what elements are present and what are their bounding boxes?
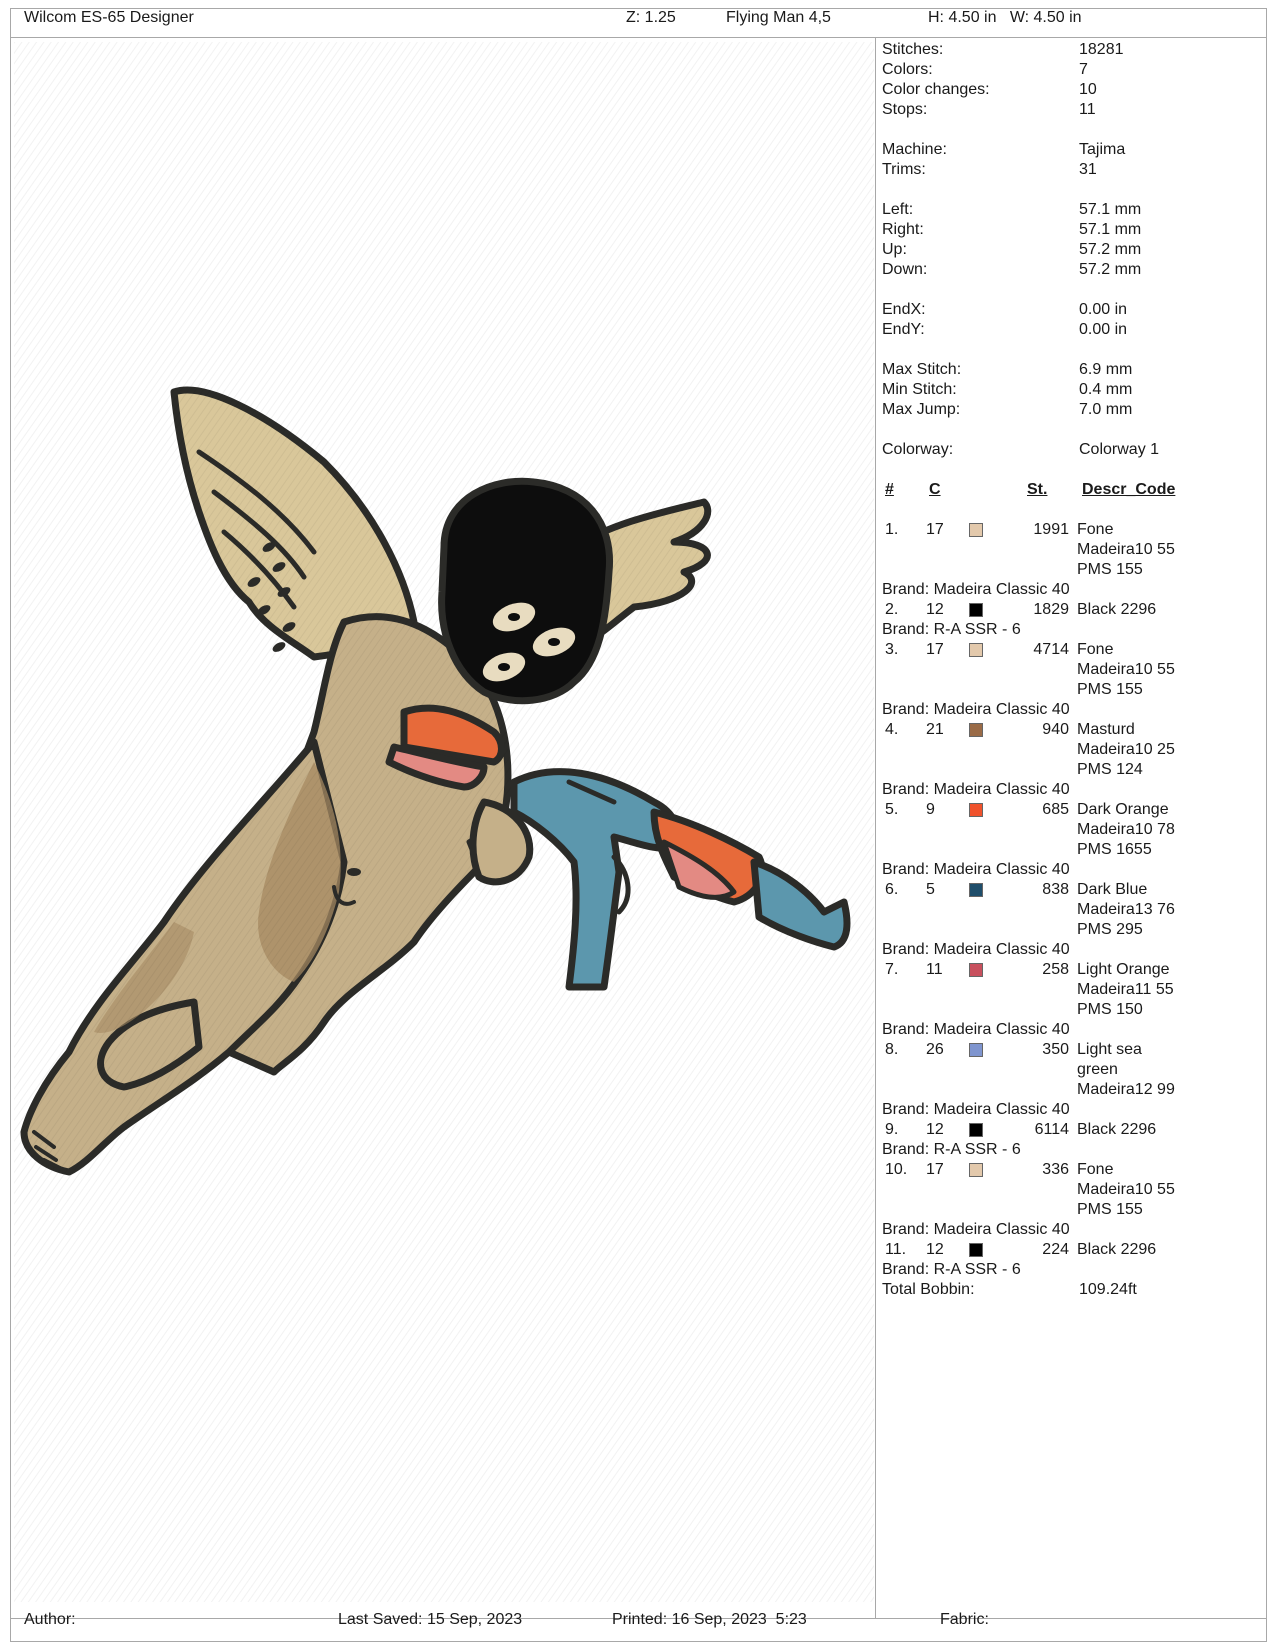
color-row-description: Light Orange — [1077, 961, 1170, 978]
color-row-stitches: 1991 — [1033, 521, 1069, 538]
color-row-number: 4. — [885, 721, 899, 738]
stat-value: 7.0 mm — [1079, 401, 1133, 418]
stitch-texture — [14, 42, 874, 1602]
color-row-brand: Brand: Madeira Classic 40 — [882, 1101, 1070, 1118]
fabric-label: Fabric: — [940, 1611, 989, 1628]
stat-label: Min Stitch: — [882, 381, 957, 398]
zoom-level: Z: 1.25 — [626, 9, 676, 26]
stat-label: Trims: — [882, 161, 926, 178]
color-row-code: 5 — [926, 881, 935, 898]
color-row-description: Madeira10 25 — [1077, 741, 1175, 758]
color-row-code: 11 — [926, 961, 943, 978]
color-swatch — [969, 643, 983, 657]
color-row-description: Madeira10 55 — [1077, 1181, 1175, 1198]
color-swatch — [969, 883, 983, 897]
color-row-brand: Brand: Madeira Classic 40 — [882, 1221, 1070, 1238]
stat-label: EndX: — [882, 301, 926, 318]
mask-hole-center — [498, 663, 510, 671]
stat-label: Right: — [882, 221, 924, 238]
stat-value: 0.00 in — [1079, 301, 1128, 318]
stat-value: 11 — [1079, 101, 1096, 118]
color-row-brand: Brand: R-A SSR - 6 — [882, 1141, 1021, 1158]
color-row-code: 9 — [926, 801, 935, 818]
color-row-description: Dark Blue — [1077, 881, 1148, 898]
color-row-number: 9. — [885, 1121, 899, 1138]
color-row-brand: Brand: Madeira Classic 40 — [882, 701, 1070, 718]
color-swatch — [969, 1123, 983, 1137]
stat-value: 10 — [1079, 81, 1097, 98]
color-row-code: 17 — [926, 521, 944, 538]
color-swatch — [969, 1043, 983, 1057]
color-row-number: 8. — [885, 1041, 899, 1058]
color-row-description: Madeira11 55 — [1077, 981, 1174, 998]
color-row-description: Madeira13 76 — [1077, 901, 1175, 918]
stat-value: 31 — [1079, 161, 1097, 178]
color-row-number: 2. — [885, 601, 899, 618]
color-row-stitches: 258 — [1042, 961, 1069, 978]
color-swatch — [969, 1243, 983, 1257]
color-row-stitches: 6114 — [1034, 1121, 1069, 1138]
author-label: Author: — [24, 1611, 76, 1628]
color-row-code: 26 — [926, 1041, 944, 1058]
stat-label: Color changes: — [882, 81, 990, 98]
color-row-description: green — [1077, 1061, 1118, 1078]
app-title: Wilcom ES-65 Designer — [24, 9, 194, 26]
stat-value: 7 — [1079, 61, 1088, 78]
color-row-brand: Brand: Madeira Classic 40 — [882, 1021, 1070, 1038]
color-row-stitches: 4714 — [1033, 641, 1069, 658]
color-row-description: PMS 155 — [1077, 1201, 1143, 1218]
color-swatch — [969, 603, 983, 617]
color-row-brand: Brand: R-A SSR - 6 — [882, 621, 1021, 638]
color-row-stitches: 336 — [1042, 1161, 1069, 1178]
stat-value: 0.00 in — [1079, 321, 1128, 338]
flying-man-figure — [14, 42, 874, 1602]
stat-label: Colorway: — [882, 441, 954, 458]
color-swatch — [969, 723, 983, 737]
stat-label: Up: — [882, 241, 907, 258]
color-row-brand: Brand: Madeira Classic 40 — [882, 581, 1070, 598]
design-name: Flying Man 4,5 — [726, 9, 831, 26]
stat-value: 57.1 mm — [1079, 201, 1142, 218]
color-row-number: 10. — [885, 1161, 908, 1178]
color-row-description: Black 2296 — [1077, 1241, 1157, 1258]
mask-hole-center — [548, 638, 560, 646]
stat-label: Machine: — [882, 141, 947, 158]
stat-value: Tajima — [1079, 141, 1126, 158]
color-row-description: Light sea — [1077, 1041, 1142, 1058]
stat-label: Stitches: — [882, 41, 944, 58]
color-row-description: PMS 1655 — [1077, 841, 1152, 858]
color-row-description: Madeira10 55 — [1077, 661, 1175, 678]
color-row-brand: Brand: Madeira Classic 40 — [882, 861, 1070, 878]
column-header-descr: Descr_Code — [1082, 481, 1176, 498]
color-row-description: PMS 124 — [1077, 761, 1143, 778]
color-row-number: 11. — [885, 1241, 907, 1258]
total-bobbin-label: Total Bobbin: — [882, 1281, 975, 1298]
stat-value: 57.1 mm — [1079, 221, 1142, 238]
color-row-description: PMS 155 — [1077, 561, 1143, 578]
column-header-st: St. — [1027, 481, 1048, 498]
color-row-description: Black 2296 — [1077, 1121, 1157, 1138]
mask-hole-center — [508, 613, 520, 621]
color-row-stitches: 350 — [1042, 1041, 1069, 1058]
navel — [347, 868, 361, 876]
header-divider — [10, 37, 1267, 38]
color-row-description: Madeira10 78 — [1077, 821, 1175, 838]
color-row-description: Fone — [1077, 1161, 1114, 1178]
color-row-description: Black 2296 — [1077, 601, 1157, 618]
stat-value: 57.2 mm — [1079, 241, 1142, 258]
color-row-description: Masturd — [1077, 721, 1135, 738]
color-row-brand: Brand: R-A SSR - 6 — [882, 1261, 1021, 1278]
panel-divider — [875, 37, 876, 1618]
color-row-description: Dark Orange — [1077, 801, 1169, 818]
color-row-stitches: 838 — [1042, 881, 1069, 898]
color-row-number: 1. — [885, 521, 899, 538]
stat-label: Colors: — [882, 61, 933, 78]
stat-value: 6.9 mm — [1079, 361, 1133, 378]
color-row-number: 7. — [885, 961, 899, 978]
color-row-code: 12 — [926, 601, 944, 618]
last-saved: Last Saved: 15 Sep, 2023 — [338, 1611, 523, 1628]
color-swatch — [969, 1163, 983, 1177]
color-swatch — [969, 523, 983, 537]
color-row-description: Madeira10 55 — [1077, 541, 1175, 558]
total-bobbin-value: 109.24ft — [1079, 1281, 1137, 1298]
color-row-stitches: 1829 — [1033, 601, 1069, 618]
design-size: H: 4.50 in W: 4.50 in — [928, 9, 1082, 26]
color-row-description: Madeira12 99 — [1077, 1081, 1175, 1098]
stat-value: Colorway 1 — [1079, 441, 1160, 458]
column-header-num: # — [885, 481, 894, 498]
color-row-number: 6. — [885, 881, 899, 898]
color-row-code: 12 — [926, 1241, 944, 1258]
embroidery-design-preview — [14, 42, 874, 1602]
color-row-description: PMS 150 — [1077, 1001, 1143, 1018]
printed-date: Printed: 16 Sep, 2023 5:23 — [612, 1611, 807, 1628]
stat-value: 0.4 mm — [1079, 381, 1133, 398]
balaclava-head — [442, 481, 610, 700]
color-row-stitches: 685 — [1042, 801, 1069, 818]
color-row-code: 12 — [926, 1121, 944, 1138]
stat-value: 57.2 mm — [1079, 261, 1142, 278]
column-header-c: C — [929, 481, 941, 498]
stat-label: Max Jump: — [882, 401, 961, 418]
color-row-code: 21 — [926, 721, 944, 738]
stat-label: Left: — [882, 201, 914, 218]
color-row-stitches: 224 — [1042, 1241, 1069, 1258]
stat-label: EndY: — [882, 321, 925, 338]
color-row-code: 17 — [926, 641, 944, 658]
color-row-stitches: 940 — [1042, 721, 1069, 738]
color-row-number: 3. — [885, 641, 899, 658]
color-swatch — [969, 963, 983, 977]
color-swatch — [969, 803, 983, 817]
color-row-brand: Brand: Madeira Classic 40 — [882, 941, 1070, 958]
stat-label: Down: — [882, 261, 928, 278]
color-row-description: PMS 155 — [1077, 681, 1143, 698]
stat-label: Max Stitch: — [882, 361, 962, 378]
color-row-brand: Brand: Madeira Classic 40 — [882, 781, 1070, 798]
color-row-description: Fone — [1077, 641, 1114, 658]
color-row-number: 5. — [885, 801, 899, 818]
color-row-code: 17 — [926, 1161, 944, 1178]
stat-label: Stops: — [882, 101, 928, 118]
stat-value: 18281 — [1079, 41, 1124, 58]
color-row-description: Fone — [1077, 521, 1114, 538]
color-row-description: PMS 295 — [1077, 921, 1143, 938]
